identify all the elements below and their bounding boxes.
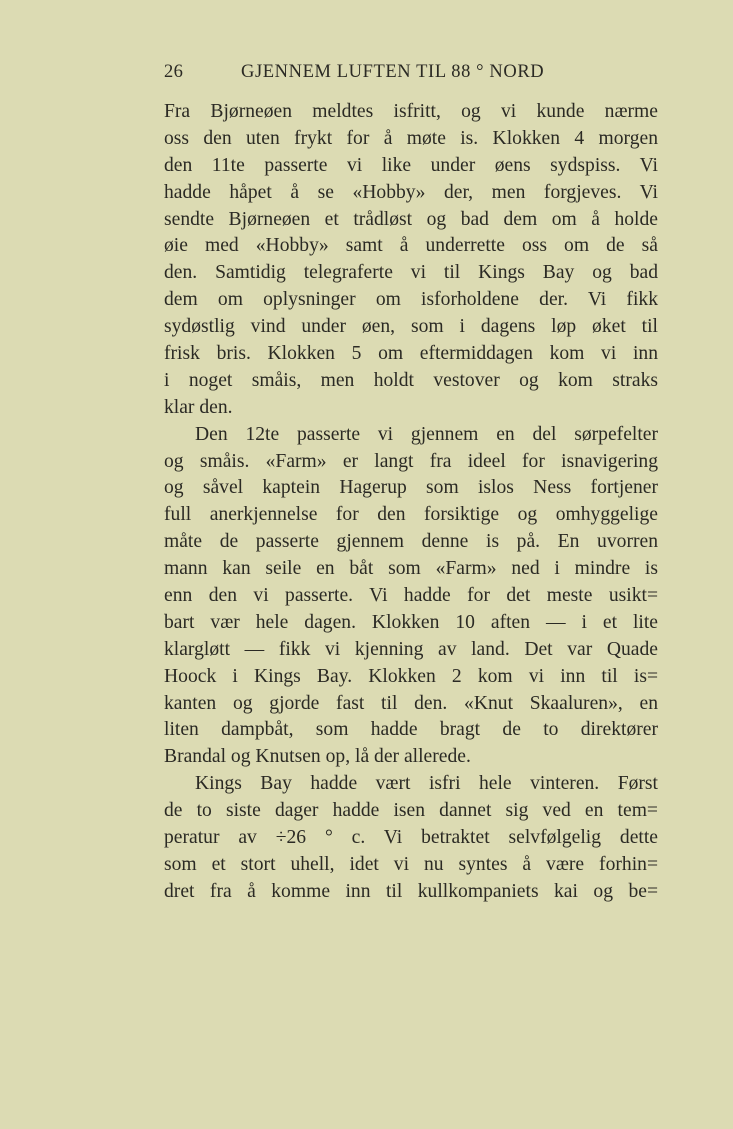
text-line: øie med «Hobby» samt å underrette oss om de så	[164, 235, 658, 257]
text-line: den. Samtidig telegraferte vi til Kings Bay og bad	[164, 262, 658, 284]
text-line: dem om oplysninger om isforholdene der. Vi fikk	[164, 289, 658, 311]
text-line: Brandal og Knutsen op, lå der allerede.	[164, 746, 471, 768]
text-line: klargløtt — fikk vi kjenning av land. Det var Quade	[164, 638, 658, 660]
text-line: Hoock i Kings Bay. Klokken 2 kom vi inn til is=	[164, 665, 658, 687]
page-number: 26	[164, 62, 184, 82]
text-line: dret fra å komme inn til kullkompaniets kai og be=	[164, 880, 658, 902]
text-line: hadde håpet å se «Hobby» der, men forgjeves. Vi	[164, 181, 658, 203]
page-header	[164, 62, 588, 88]
text-line: den 11te passerte vi like under øens sydspiss. Vi	[164, 154, 658, 176]
text-line: kanten og gjorde fast til den. «Knut Skaaluren», en	[164, 692, 658, 714]
text-line: Kings Bay hadde vært isfri hele vinteren. Først	[195, 773, 658, 795]
text-line: frisk bris. Klokken 5 om eftermiddagen kom vi inn	[164, 343, 658, 365]
text-line: klar den.	[164, 396, 233, 418]
text-line: og småis. «Farm» er langt fra ideel for isnavigering	[164, 450, 658, 472]
text-line: full anerkjennelse for den forsiktige og omhyggelige	[164, 504, 658, 526]
text-line: og såvel kaptein Hagerup som islos Ness fortjener	[164, 477, 658, 499]
body-text	[164, 99, 658, 906]
text-line: enn den vi passerte. Vi hadde for det meste usikt=	[164, 585, 658, 607]
text-line: måte de passerte gjennem denne is på. En uvorren	[164, 531, 658, 553]
text-line: sendte Bjørneøen et trådløst og bad dem om å holde	[164, 208, 658, 230]
text-line: Den 12te passerte vi gjennem en del sørpefelter	[195, 423, 658, 445]
running-head: GJENNEM LUFTEN TIL 88 ° NORD	[241, 62, 545, 82]
text-line: sydøstlig vind under øen, som i dagens løp øket til	[164, 316, 658, 338]
text-line: mann kan seile en båt som «Farm» ned i mindre is	[164, 558, 658, 580]
text-line: som et stort uhell, idet vi nu syntes å være forhin=	[164, 853, 658, 875]
text-line: de to siste dager hadde isen dannet sig ved en tem=	[164, 800, 658, 822]
text-line: peratur av ÷26 ° c. Vi betraktet selvfølgelig dette	[164, 827, 658, 849]
text-line: oss den uten frykt for å møte is. Klokken 4 morgen	[164, 127, 658, 149]
text-line: liten dampbåt, som hadde bragt de to direktører	[164, 719, 658, 741]
text-line: bart vær hele dagen. Klokken 10 aften — i et lite	[164, 611, 658, 633]
text-line: i noget småis, men holdt vestover og kom straks	[164, 369, 658, 391]
text-line: Fra Bjørneøen meldtes isfritt, og vi kunde nærme	[164, 101, 658, 122]
